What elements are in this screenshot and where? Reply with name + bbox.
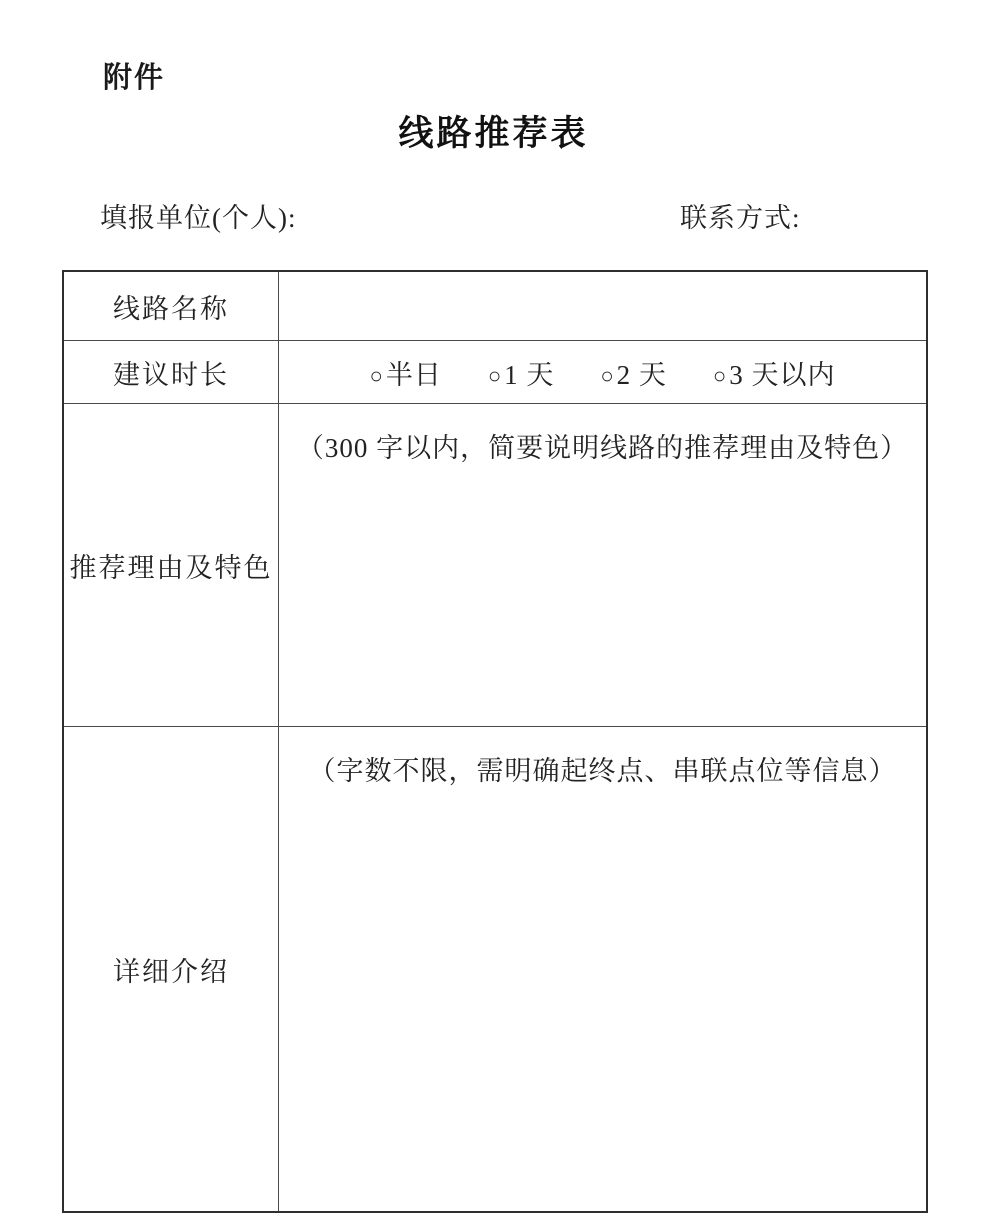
radio-circle-icon: ○ (600, 362, 615, 388)
duration-option-label: 3 天以内 (729, 359, 836, 390)
contact-method-label: 联系方式: (680, 203, 801, 233)
duration-option-label: 2 天 (616, 359, 667, 390)
duration-option-half-day[interactable] (370, 353, 442, 392)
duration-option-label: 半日 (385, 359, 442, 390)
form-header-line (0, 196, 987, 233)
page-title: 线路推荐表 (398, 114, 589, 153)
duration-option-label: 1 天 (504, 359, 555, 390)
recommendation-table (62, 270, 928, 1213)
attachment-label: 附件 (103, 62, 166, 94)
route-name-fill-area[interactable] (279, 272, 926, 341)
radio-circle-icon: ○ (369, 362, 384, 388)
duration-option-2-days[interactable] (600, 353, 667, 392)
detailed-intro-fill-area[interactable] (279, 727, 926, 1211)
radio-circle-icon: ○ (487, 362, 503, 388)
reporting-unit-label: 填报单位(个人): (100, 203, 297, 233)
reasons-features-fill-area[interactable] (279, 404, 926, 727)
reasons-features-hint: （300 字以内，简要说明线路的推荐理由及特色） (296, 433, 909, 463)
detailed-intro-hint: （字数不限，需明确起终点、串联点位等信息） (308, 756, 897, 786)
row-label-detailed-intro: 详细介绍 (64, 727, 279, 1211)
radio-circle-icon: ○ (712, 362, 728, 388)
duration-options-cell (279, 341, 926, 404)
duration-option-3-days[interactable] (713, 353, 836, 392)
row-label-reasons-features: 推荐理由及特色 (64, 404, 279, 727)
duration-option-1-day[interactable] (488, 353, 555, 392)
row-label-duration: 建议时长 (64, 341, 279, 404)
row-label-route-name: 线路名称 (64, 272, 279, 341)
